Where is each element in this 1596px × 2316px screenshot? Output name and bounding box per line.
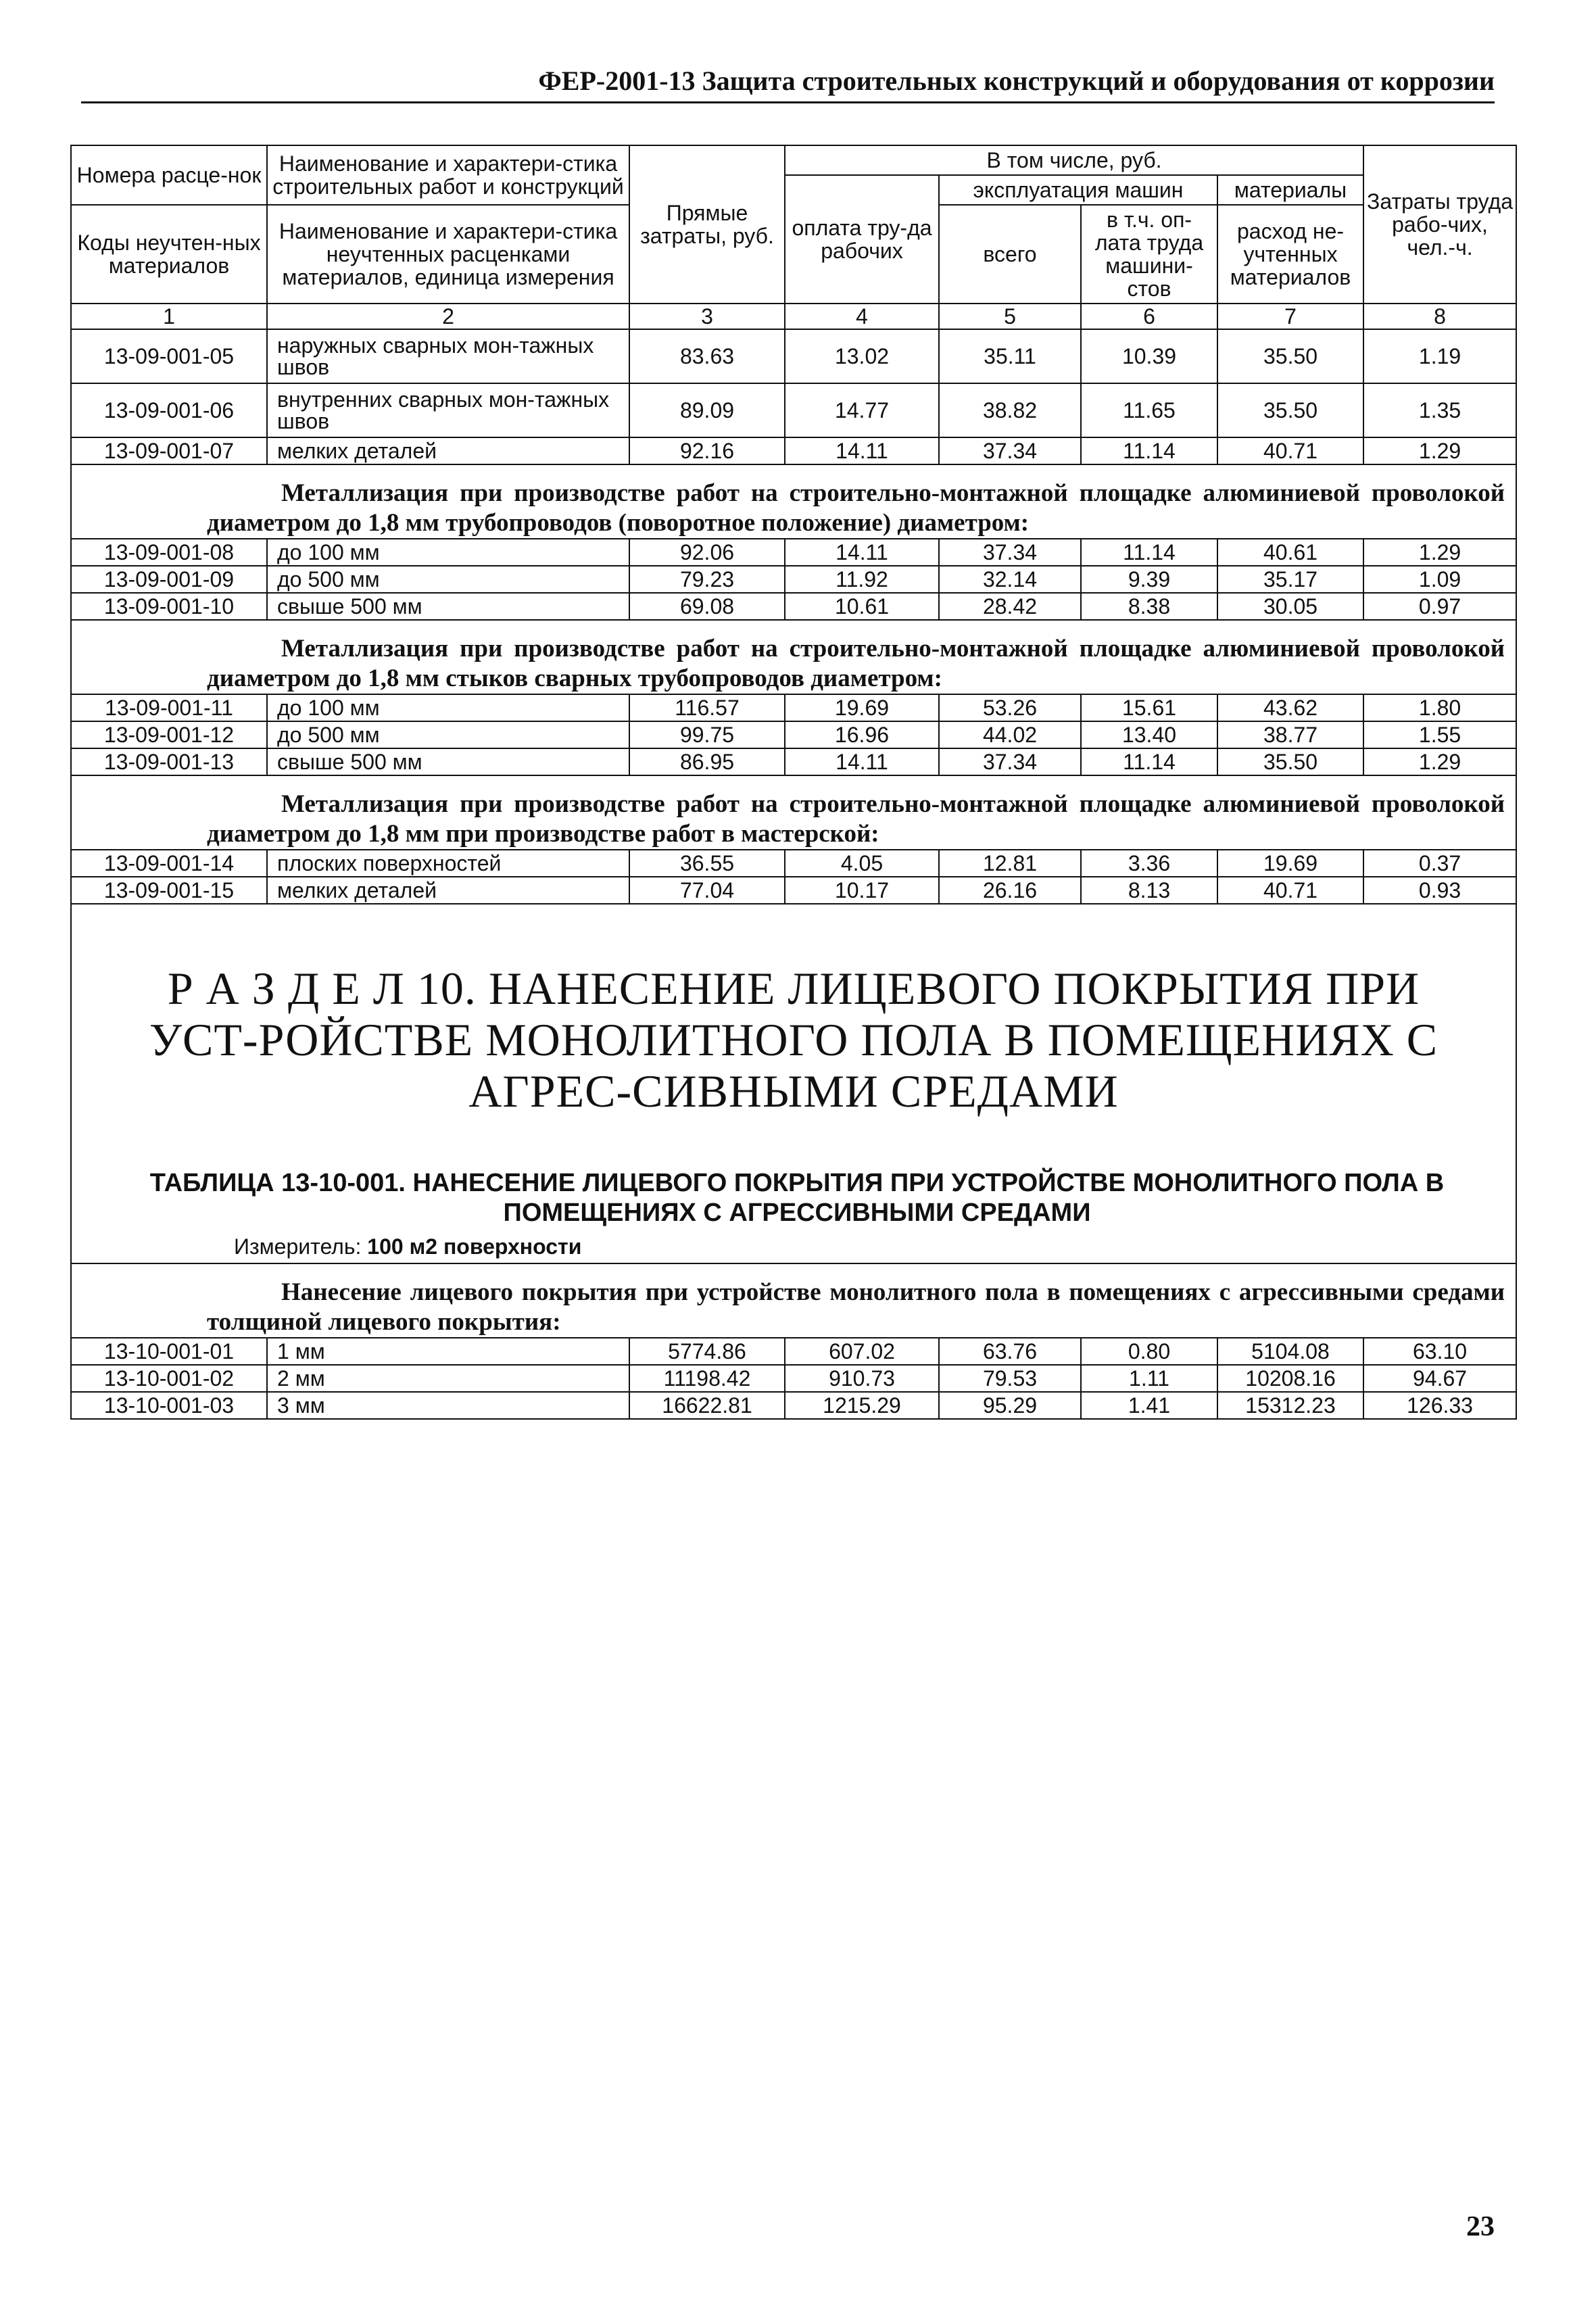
- section-block: [71, 904, 1516, 1263]
- materials-cost: 10208.16: [1217, 1365, 1363, 1392]
- work-name: до 100 мм: [267, 694, 629, 721]
- worker-pay: 14.11: [785, 539, 939, 566]
- machinist-pay: 8.38: [1081, 593, 1217, 620]
- worker-pay: 14.11: [785, 437, 939, 464]
- rate-code: 13-09-001-10: [71, 593, 267, 620]
- machine-total: 53.26: [939, 694, 1081, 721]
- column-number: 4: [785, 304, 939, 329]
- worker-pay: 13.02: [785, 329, 939, 383]
- direct-cost: 36.55: [629, 850, 785, 877]
- page-number: 23: [1466, 2211, 1495, 2242]
- header-machine-operation: эксплуатация машин: [939, 175, 1217, 205]
- machinist-pay: 10.39: [1081, 329, 1217, 383]
- work-name: 2 мм: [267, 1365, 629, 1392]
- machine-total: 95.29: [939, 1392, 1081, 1419]
- column-number: 5: [939, 304, 1081, 329]
- worker-pay: 14.77: [785, 383, 939, 437]
- machine-total: 63.76: [939, 1338, 1081, 1365]
- running-header: ФЕР-2001-13 Защита строительных конструкций и оборудования от коррозии: [538, 66, 1495, 96]
- work-name: 3 мм: [267, 1392, 629, 1419]
- column-number: 2: [267, 304, 629, 329]
- labor-hours: 1.29: [1363, 437, 1516, 464]
- work-name: внутренних сварных мон-тажных швов: [267, 383, 629, 437]
- table-row: [71, 593, 1516, 620]
- rates-table: [70, 145, 1517, 1420]
- worker-pay: 14.11: [785, 748, 939, 775]
- labor-hours: 0.93: [1363, 877, 1516, 904]
- machinist-pay: 11.65: [1081, 383, 1217, 437]
- worker-pay: 10.61: [785, 593, 939, 620]
- machine-total: 32.14: [939, 566, 1081, 593]
- rate-code: 13-09-001-09: [71, 566, 267, 593]
- materials-cost: 30.05: [1217, 593, 1363, 620]
- materials-cost: 35.50: [1217, 329, 1363, 383]
- worker-pay: 910.73: [785, 1365, 939, 1392]
- direct-cost: 92.06: [629, 539, 785, 566]
- direct-cost: 11198.42: [629, 1365, 785, 1392]
- rate-code: 13-09-001-08: [71, 539, 267, 566]
- table-title: ТАБЛИЦА 13-10-001. НАНЕСЕНИЕ ЛИЦЕВОГО ПОКРЫТИЯ ПРИ УСТРОЙСТВЕ МОНОЛИТНОГО ПОЛА В ПОМЕЩЕНИЯХ С АГРЕССИВНЫМИ СРЕДАМИ: [149, 1169, 1445, 1227]
- header-worker-pay: оплата тру-да рабочих: [785, 175, 939, 304]
- materials-cost: 35.50: [1217, 383, 1363, 437]
- rate-code: 13-10-001-02: [71, 1365, 267, 1392]
- materials-cost: 15312.23: [1217, 1392, 1363, 1419]
- machine-total: 37.34: [939, 437, 1081, 464]
- meter-label: Измеритель:: [234, 1234, 362, 1259]
- machine-total: 26.16: [939, 877, 1081, 904]
- meter-value: 100 м2 поверхности: [367, 1234, 582, 1259]
- work-name: до 100 мм: [267, 539, 629, 566]
- rate-code: 13-10-001-03: [71, 1392, 267, 1419]
- labor-hours: 1.29: [1363, 539, 1516, 566]
- table-row: [71, 748, 1516, 775]
- machine-total: 37.34: [939, 748, 1081, 775]
- work-name: плоских поверхностей: [267, 850, 629, 877]
- header-divider: [81, 101, 1495, 103]
- machine-total: 12.81: [939, 850, 1081, 877]
- machine-total: 35.11: [939, 329, 1081, 383]
- table-row: [71, 437, 1516, 464]
- direct-cost: 79.23: [629, 566, 785, 593]
- worker-pay: 1215.29: [785, 1392, 939, 1419]
- rate-code: 13-09-001-12: [71, 721, 267, 748]
- machinist-pay: 13.40: [1081, 721, 1217, 748]
- machinist-pay: 3.36: [1081, 850, 1217, 877]
- machine-total: 79.53: [939, 1365, 1081, 1392]
- machinist-pay: 9.39: [1081, 566, 1217, 593]
- work-name: свыше 500 мм: [267, 748, 629, 775]
- section-title: Р А З Д Е Л 10. НАНЕСЕНИЕ ЛИЦЕВОГО ПОКРЫТИЯ ПРИ УСТ-РОЙСТВЕ МОНОЛИТНОГО ПОЛА В ПОМЕЩЕНИЯХ С АГРЕС-СИВНЫМИ СРЕДАМИ: [149, 963, 1438, 1117]
- worker-pay: 10.17: [785, 877, 939, 904]
- rate-code: 13-09-001-13: [71, 748, 267, 775]
- labor-hours: 1.80: [1363, 694, 1516, 721]
- machinist-pay: 0.80: [1081, 1338, 1217, 1365]
- direct-cost: 69.08: [629, 593, 785, 620]
- work-name: до 500 мм: [267, 566, 629, 593]
- table-row: [71, 1365, 1516, 1392]
- table-row: [71, 539, 1516, 566]
- table-row: [71, 566, 1516, 593]
- work-name: 1 мм: [267, 1338, 629, 1365]
- direct-cost: 99.75: [629, 721, 785, 748]
- column-number: 3: [629, 304, 785, 329]
- group-heading: Металлизация при производстве работ на строительно-монтажной площадке алюминиевой проволокой диаметром до 1,8 мм стыков сварных трубопроводов диаметром:: [71, 620, 1516, 694]
- labor-hours: 1.09: [1363, 566, 1516, 593]
- header-including: В том числе, руб.: [785, 145, 1363, 175]
- labor-hours: 1.29: [1363, 748, 1516, 775]
- direct-cost: 89.09: [629, 383, 785, 437]
- column-number: 1: [71, 304, 267, 329]
- rate-code: 13-09-001-11: [71, 694, 267, 721]
- labor-hours: 1.55: [1363, 721, 1516, 748]
- rate-code: 13-09-001-15: [71, 877, 267, 904]
- work-name: наружных сварных мон-тажных швов: [267, 329, 629, 383]
- materials-cost: 35.50: [1217, 748, 1363, 775]
- group-heading: Металлизация при производстве работ на строительно-монтажной площадке алюминиевой проволокой диаметром до 1,8 мм при производстве работ в мастерской:: [71, 775, 1516, 850]
- rate-code: 13-10-001-01: [71, 1338, 267, 1365]
- rate-code: 13-09-001-05: [71, 329, 267, 383]
- machinist-pay: 15.61: [1081, 694, 1217, 721]
- header-work-name: Наименование и характери-стика строительных работ и конструкций: [267, 145, 629, 205]
- direct-cost: 77.04: [629, 877, 785, 904]
- materials-cost: 38.77: [1217, 721, 1363, 748]
- worker-pay: 16.96: [785, 721, 939, 748]
- rate-code: 13-09-001-14: [71, 850, 267, 877]
- labor-hours: 1.19: [1363, 329, 1516, 383]
- header-machine-total: всего: [939, 205, 1081, 304]
- meter-line: [72, 1228, 1516, 1263]
- machinist-pay: 11.14: [1081, 437, 1217, 464]
- table-row: [71, 721, 1516, 748]
- worker-pay: 19.69: [785, 694, 939, 721]
- header-machinist-pay: в т.ч. оп-лата труда машини-стов: [1081, 205, 1217, 304]
- machine-total: 37.34: [939, 539, 1081, 566]
- machinist-pay: 8.13: [1081, 877, 1217, 904]
- direct-cost: 86.95: [629, 748, 785, 775]
- header-materials: материалы: [1217, 175, 1363, 205]
- direct-cost: 5774.86: [629, 1338, 785, 1365]
- labor-hours: 94.67: [1363, 1365, 1516, 1392]
- materials-cost: 5104.08: [1217, 1338, 1363, 1365]
- labor-hours: 126.33: [1363, 1392, 1516, 1419]
- work-name: мелких деталей: [267, 437, 629, 464]
- machinist-pay: 11.14: [1081, 748, 1217, 775]
- materials-cost: 40.61: [1217, 539, 1363, 566]
- header-unaccounted-materials: расход не-учтенных материалов: [1217, 205, 1363, 304]
- column-number: 8: [1363, 304, 1516, 329]
- labor-hours: 0.97: [1363, 593, 1516, 620]
- labor-hours: 0.37: [1363, 850, 1516, 877]
- header-direct-costs: Прямые затраты, руб.: [629, 145, 785, 304]
- materials-cost: 40.71: [1217, 437, 1363, 464]
- work-name: мелких деталей: [267, 877, 629, 904]
- header-labor-hours: Затраты труда рабо-чих, чел.-ч.: [1363, 145, 1516, 304]
- machinist-pay: 11.14: [1081, 539, 1217, 566]
- table-row: [71, 1392, 1516, 1419]
- materials-cost: 43.62: [1217, 694, 1363, 721]
- worker-pay: 607.02: [785, 1338, 939, 1365]
- group-heading: Металлизация при производстве работ на строительно-монтажной площадке алюминиевой проволокой диаметром до 1,8 мм трубопроводов (поворотное положение) диаметром:: [71, 464, 1516, 539]
- work-name: до 500 мм: [267, 721, 629, 748]
- work-name: свыше 500 мм: [267, 593, 629, 620]
- materials-cost: 40.71: [1217, 877, 1363, 904]
- machine-total: 44.02: [939, 721, 1081, 748]
- table-row: [71, 850, 1516, 877]
- worker-pay: 11.92: [785, 566, 939, 593]
- materials-cost: 35.17: [1217, 566, 1363, 593]
- column-number: 6: [1081, 304, 1217, 329]
- direct-cost: 16622.81: [629, 1392, 785, 1419]
- table-row: [71, 877, 1516, 904]
- table-row: [71, 1338, 1516, 1365]
- machine-total: 38.82: [939, 383, 1081, 437]
- materials-cost: 19.69: [1217, 850, 1363, 877]
- group-heading: Нанесение лицевого покрытия при устройстве монолитного пола в помещениях с агрессивными средами толщиной лицевого покрытия:: [71, 1263, 1516, 1338]
- direct-cost: 92.16: [629, 437, 785, 464]
- table-row: [71, 383, 1516, 437]
- labor-hours: 63.10: [1363, 1338, 1516, 1365]
- header-rate-number: Номера расце-нок: [71, 145, 267, 205]
- rate-code: 13-09-001-06: [71, 383, 267, 437]
- header-material-name: Наименование и характери-стика неучтенных расценками материалов, единица измерения: [267, 205, 629, 304]
- machinist-pay: 1.11: [1081, 1365, 1217, 1392]
- table-row: [71, 329, 1516, 383]
- direct-cost: 83.63: [629, 329, 785, 383]
- header-material-codes: Коды неучтен-ных материалов: [71, 205, 267, 304]
- labor-hours: 1.35: [1363, 383, 1516, 437]
- rate-code: 13-09-001-07: [71, 437, 267, 464]
- table-row: [71, 694, 1516, 721]
- worker-pay: 4.05: [785, 850, 939, 877]
- column-number: 7: [1217, 304, 1363, 329]
- machinist-pay: 1.41: [1081, 1392, 1217, 1419]
- direct-cost: 116.57: [629, 694, 785, 721]
- machine-total: 28.42: [939, 593, 1081, 620]
